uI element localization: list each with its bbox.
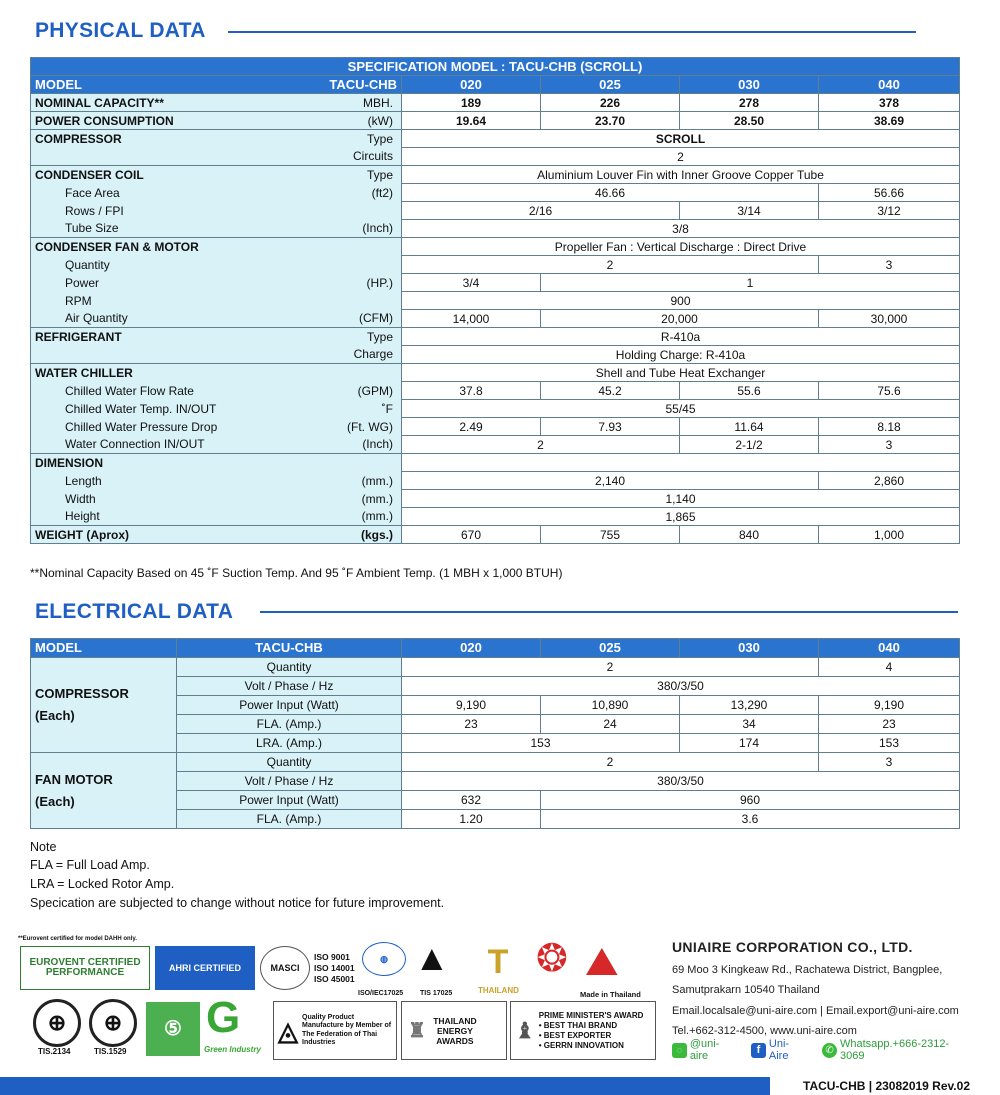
air-label: Air Quantity (31, 310, 316, 328)
value-cell: 13,290 (680, 696, 819, 715)
spec-header: SPECIFICATION MODEL : TACU-CHB (SCROLL) (31, 58, 960, 76)
tis17025-label: TIS 17025 (420, 990, 453, 997)
refrigerant-row (31, 328, 960, 346)
value-cell: 3/12 (819, 202, 960, 220)
trophy-icon: ♜ (408, 1019, 426, 1042)
model-020: 020 (402, 76, 541, 94)
value-cell: 1,865 (402, 508, 960, 526)
fan-qty-row (31, 753, 960, 772)
model-025: 025 (541, 639, 680, 658)
globe-icon: ◍ (362, 942, 406, 976)
thailand-brand-icon: T (476, 940, 520, 984)
value-cell: 2-1/2 (680, 436, 819, 454)
value-cell: Aluminium Louver Fin with Inner Groove Copper Tube (402, 166, 960, 184)
value-cell: 2,860 (819, 472, 960, 490)
note-spec: Specication are subjected to change without notice for future improvement. (30, 896, 445, 910)
value-cell: 10,890 (541, 696, 680, 715)
value-cell: 7.93 (541, 418, 680, 436)
tis1529-label: TIS.1529 (94, 1047, 127, 1056)
volt-label: Volt / Phase / Hz (177, 677, 402, 696)
fla-label: FLA. (Amp.) (177, 715, 402, 734)
tube-size-label: Tube Size (31, 220, 316, 238)
company-address-1: 69 Moo 3 Kingkeaw Rd., Rachatewa District, Bangplee, (672, 964, 943, 976)
quantity-label: Quantity (177, 658, 402, 677)
weight-unit: (kgs.) (316, 526, 402, 544)
power-label: POWER CONSUMPTION (31, 112, 316, 130)
circuits-label: Circuits (316, 148, 402, 166)
value-cell: 2.49 (402, 418, 541, 436)
fan-motor-label: FAN MOTOR (35, 771, 113, 787)
whatsapp-icon: ✆ (822, 1043, 837, 1058)
value-cell: 11.64 (680, 418, 819, 436)
compressor-row (31, 130, 960, 148)
value-cell: 3/8 (402, 220, 960, 238)
height-label: Height (31, 508, 316, 526)
type-label: Type (316, 166, 402, 184)
made-in-thailand-label: Made in Thailand (580, 990, 641, 999)
value-cell: 4 (819, 658, 960, 677)
conn-row (31, 436, 960, 454)
note-heading: Note (30, 840, 57, 854)
charge-row (31, 346, 960, 364)
value-cell: Shell and Tube Heat Exchanger (402, 364, 960, 382)
thailand-label: THAILAND (478, 986, 519, 995)
flow-label: Chilled Water Flow Rate (31, 382, 316, 400)
face-area-row (31, 184, 960, 202)
line-icon: ◌ (672, 1043, 687, 1058)
value-cell: 3/4 (402, 274, 541, 292)
company-email[interactable]: Email.localsale@uni-aire.com | Email.export@uni-aire.com (672, 1005, 959, 1017)
air-row (31, 310, 960, 328)
iso-iec-label: ISO/IEC17025 (358, 990, 404, 997)
nominal-row (31, 94, 960, 112)
comp-qty-row (31, 658, 960, 677)
value-cell: 8.18 (819, 418, 960, 436)
refrigerant-label: REFRIGERANT (31, 328, 316, 346)
note-lra: LRA = Locked Rotor Amp. (30, 877, 175, 891)
value-cell: 226 (541, 94, 680, 112)
fan-motor-group (31, 753, 177, 829)
coil-row (31, 166, 960, 184)
value-cell: 3 (819, 436, 960, 454)
length-label: Length (31, 472, 316, 490)
social-row (672, 1038, 972, 1062)
width-label: Width (31, 490, 316, 508)
pd-label: Chilled Water Pressure Drop (31, 418, 316, 436)
green-industry-icon: G (206, 993, 241, 1042)
value-cell: 2,140 (402, 472, 819, 490)
each-label: (Each) (35, 708, 75, 723)
value-cell: 1,140 (402, 490, 960, 508)
value-cell: 1.20 (402, 810, 541, 829)
title-divider (228, 31, 916, 33)
value-cell: 20,000 (541, 310, 819, 328)
fti-label: Quality Product Manufacture by Member of The Federation of Thai Industries (302, 1013, 392, 1046)
value-cell: 189 (402, 94, 541, 112)
compressor-label: COMPRESSOR (35, 686, 129, 701)
charge-label: Charge (316, 346, 402, 364)
iso-text: ISO 9001 ISO 14001 ISO 45001 (314, 952, 355, 984)
pm-award-badge (510, 1001, 656, 1060)
fan-row (31, 238, 960, 256)
value-cell: 23 (819, 715, 960, 734)
lra-label: LRA. (Amp.) (177, 734, 402, 753)
rows-fpi-row (31, 202, 960, 220)
mm-unit: (mm.) (316, 472, 402, 490)
line-handle[interactable]: @uni-aire (689, 1038, 720, 1062)
value-cell: 378 (819, 94, 960, 112)
value-cell: 19.64 (402, 112, 541, 130)
model-series: TACU-CHB (177, 639, 402, 658)
conn-unit: (Inch) (316, 436, 402, 454)
ahri-logo: AHRI CERTIFIED (155, 946, 255, 990)
energy-label-5-icon: ⑤ (146, 1002, 200, 1056)
value-cell: 46.66 (402, 184, 819, 202)
type-label: Type (316, 130, 402, 148)
value-cell: 38.69 (819, 112, 960, 130)
model-025: 025 (541, 76, 680, 94)
facebook-icon: f (751, 1043, 766, 1058)
quantity-label: Quantity (31, 256, 316, 274)
value-cell: 23.70 (541, 112, 680, 130)
award-statue-icon: ♝ (515, 1017, 535, 1043)
physical-data-title: PHYSICAL DATA (35, 19, 206, 42)
temp-row (31, 400, 960, 418)
fan-power-label: Power (31, 274, 316, 292)
value-cell: 278 (680, 94, 819, 112)
model-series: TACU-CHB (316, 76, 402, 94)
document-revision: TACU-CHB | 23082019 Rev.02 (803, 1079, 970, 1093)
value-cell: 75.6 (819, 382, 960, 400)
whatsapp-number[interactable]: Whatsapp.+666-2312-3069 (839, 1038, 950, 1062)
value-cell: 9,190 (402, 696, 541, 715)
value-cell: 23 (402, 715, 541, 734)
green-industry-label: Green Industry (204, 1045, 261, 1054)
model-030: 030 (680, 76, 819, 94)
tis-mark-icon: ⊕ (33, 999, 81, 1047)
length-row (31, 472, 960, 490)
rows-fpi-label: Rows / FPI (31, 202, 316, 220)
masci-logo: MASCI (260, 946, 310, 990)
value-cell: 2 (402, 256, 819, 274)
physical-data-table (30, 57, 960, 544)
value-cell: 24 (541, 715, 680, 734)
volt-label: Volt / Phase / Hz (177, 772, 402, 791)
face-area-unit: (ft2) (316, 184, 402, 202)
flow-row (31, 382, 960, 400)
electrical-model-row (31, 639, 960, 658)
value-cell: 2 (402, 148, 960, 166)
value-cell: R-410a (402, 328, 960, 346)
value-cell: 632 (402, 791, 541, 810)
footer-bar (0, 1077, 770, 1095)
pd-row (31, 418, 960, 436)
each-label: (Each) (35, 793, 75, 809)
model-row (31, 76, 960, 94)
air-unit: (CFM) (316, 310, 402, 328)
pm-award-title: PRIME MINISTER'S AWARD (538, 1010, 644, 1020)
value-cell: SCROLL (402, 130, 960, 148)
value-cell: 1,000 (819, 526, 960, 544)
value-cell: Propeller Fan : Vertical Discharge : Direct Drive (402, 238, 960, 256)
chiller-label: WATER CHILLER (31, 364, 316, 382)
model-label: MODEL (31, 639, 177, 658)
spec-header-row (31, 58, 960, 76)
quantity-label: Quantity (177, 753, 402, 772)
power-row (31, 112, 960, 130)
value-cell: 174 (680, 734, 819, 753)
company-tel[interactable]: Tel.+662-312-4500, www.uni-aire.com (672, 1025, 857, 1037)
value-cell: 3 (819, 753, 960, 772)
eurovent-note: **Eurovent certified for model DAHH only. (18, 936, 137, 942)
value-cell: 55.6 (680, 382, 819, 400)
value-cell: 30,000 (819, 310, 960, 328)
value-cell: 2/16 (402, 202, 680, 220)
value-cell: 45.2 (541, 382, 680, 400)
pm-award-item: • BEST THAI BRAND (538, 1020, 618, 1030)
pm-award-item: • GERRN INNOVATION (538, 1040, 624, 1050)
model-040: 040 (819, 639, 960, 658)
face-area-label: Face Area (31, 184, 316, 202)
fti-triangle-icon: ◬ (278, 1015, 298, 1046)
value-cell: 28.50 (680, 112, 819, 130)
weight-row (31, 526, 960, 544)
value-cell: 3.6 (541, 810, 960, 829)
value-cell: 900 (402, 292, 960, 310)
power-unit: (kW) (316, 112, 402, 130)
value-cell: 2 (402, 753, 819, 772)
flow-unit: (GPM) (316, 382, 402, 400)
made-in-thailand-icon: ⛰ (585, 940, 619, 984)
nominal-unit: MBH. (316, 94, 402, 112)
value-cell: 153 (819, 734, 960, 753)
electrical-data-table (30, 638, 960, 829)
tube-size-row (31, 220, 960, 238)
weight-label: WEIGHT (Aprox) (31, 526, 316, 544)
model-label: MODEL (31, 76, 316, 94)
tis-mark-icon: ⊕ (89, 999, 137, 1047)
value-cell: 380/3/50 (402, 677, 960, 696)
eurovent-logo: EUROVENT CERTIFIED PERFORMANCE (20, 946, 150, 990)
temp-label: Chilled Water Temp. IN/OUT (31, 400, 316, 418)
model-040: 040 (819, 76, 960, 94)
fan-qty-row (31, 256, 960, 274)
mm-unit: (mm.) (316, 490, 402, 508)
note-fla: FLA = Full Load Amp. (30, 858, 150, 872)
company-name: UNIAIRE CORPORATION CO., LTD. (672, 939, 913, 955)
fti-badge (273, 1001, 397, 1060)
rpm-label: RPM (31, 292, 316, 310)
model-020: 020 (402, 639, 541, 658)
mm-unit: (mm.) (316, 508, 402, 526)
dimension-label: DIMENSION (31, 454, 316, 472)
value-cell: 14,000 (402, 310, 541, 328)
height-row (31, 508, 960, 526)
value-cell: 2 (402, 658, 819, 677)
value-cell: 56.66 (819, 184, 960, 202)
coil-label: CONDENSER COIL (31, 166, 316, 184)
pd-unit: (Ft. WG) (316, 418, 402, 436)
width-row (31, 490, 960, 508)
fan-power-unit: (HP.) (316, 274, 402, 292)
pm-award-item: • BEST EXPORTER (538, 1030, 612, 1040)
type-label: Type (316, 328, 402, 346)
value-cell: 670 (402, 526, 541, 544)
fan-label: CONDENSER FAN & MOTOR (31, 238, 316, 256)
circuits-row (31, 148, 960, 166)
company-address-2: Samutprakarn 10540 Thailand (672, 984, 820, 996)
value-cell: 2 (402, 436, 680, 454)
nominal-label: NOMINAL CAPACITY** (31, 94, 316, 112)
flame-icon: ❂ (536, 938, 568, 980)
value-cell: 1 (541, 274, 960, 292)
value-cell: Holding Charge: R-410a (402, 346, 960, 364)
power-input-label: Power Input (Watt) (177, 791, 402, 810)
dimension-row (31, 454, 960, 472)
value-cell: 960 (541, 791, 960, 810)
value-cell: 9,190 (819, 696, 960, 715)
tis-triangle-icon: ▲ (414, 937, 450, 978)
tis2134-label: TIS.2134 (38, 1047, 71, 1056)
value-cell: 380/3/50 (402, 772, 960, 791)
energy-awards-label: THAILAND ENERGY AWARDS (433, 1015, 477, 1046)
capacity-footnote: **Nominal Capacity Based on 45 ˚F Suction Temp. And 95 ˚F Ambient Temp. (1 MBH x 1,000 BTUH) (30, 566, 563, 580)
facebook-handle[interactable]: Uni-Aire (768, 1038, 790, 1062)
compressor-label: COMPRESSOR (31, 130, 316, 148)
compressor-group (31, 658, 177, 753)
model-030: 030 (680, 639, 819, 658)
fla-label: FLA. (Amp.) (177, 810, 402, 829)
fan-power-row (31, 274, 960, 292)
temp-unit: ˚F (316, 400, 402, 418)
value-cell: 3/14 (680, 202, 819, 220)
tube-size-unit: (Inch) (316, 220, 402, 238)
value-cell: 840 (680, 526, 819, 544)
value-cell: 34 (680, 715, 819, 734)
value-cell: 55/45 (402, 400, 960, 418)
value-cell: 37.8 (402, 382, 541, 400)
value-cell: 755 (541, 526, 680, 544)
chiller-row (31, 364, 960, 382)
rpm-row (31, 292, 960, 310)
electrical-data-title: ELECTRICAL DATA (35, 600, 234, 623)
value-cell: 3 (819, 256, 960, 274)
conn-label: Water Connection IN/OUT (31, 436, 316, 454)
energy-awards-badge (401, 1001, 507, 1060)
value-cell: 153 (402, 734, 680, 753)
power-input-label: Power Input (Watt) (177, 696, 402, 715)
title-divider (260, 611, 958, 613)
